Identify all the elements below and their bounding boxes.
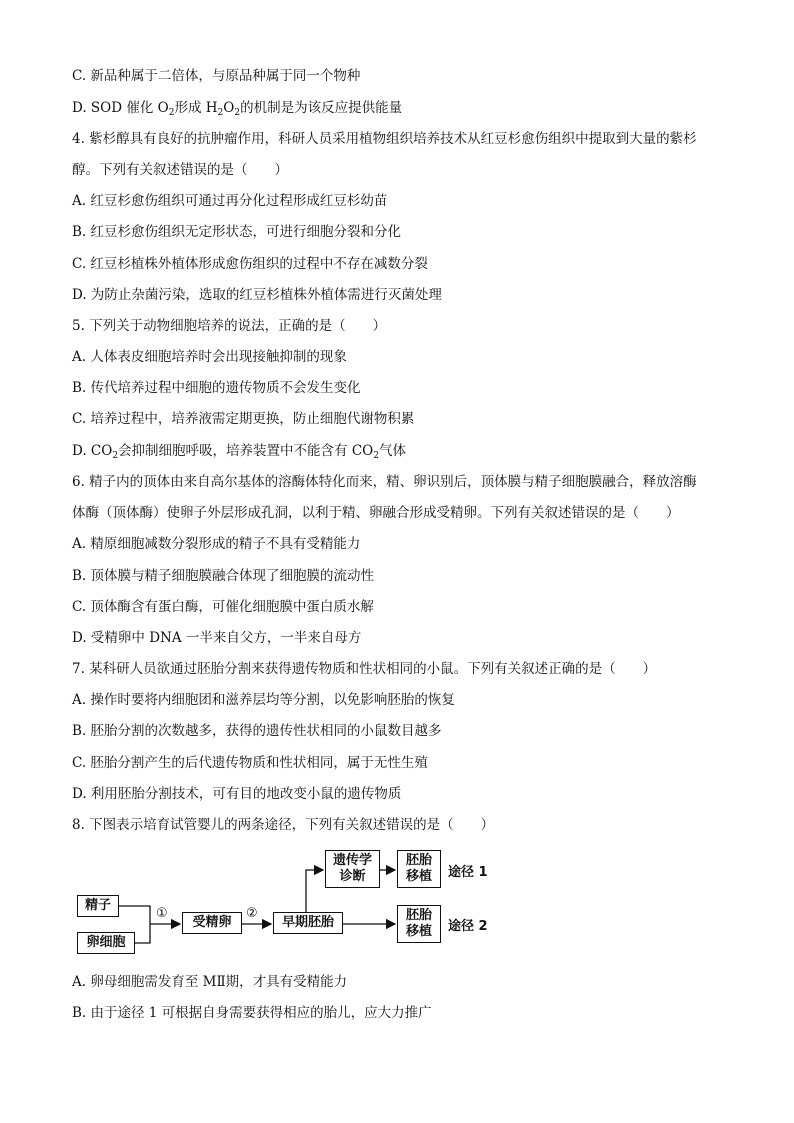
q8-option-a: A. 卵母细胞需发育至 MⅡ期，才具有受精能力 (72, 974, 348, 990)
q8-stem: 8. 下图表示培育试管婴儿的两条途径，下列有关叙述错误的是（ ） (72, 817, 495, 833)
q7-option-c: C. 胚胎分割产生的后代遗传物质和性状相同，属于无性生殖 (72, 755, 428, 771)
q6-stem-line2: 体酶（顶体酶）使卵子外层形成孔洞，以利于精、卵融合形成受精卵。下列有关叙述错误的是（ ） (72, 505, 680, 521)
embryo-transfer-box-1: 胚胎 移植 (397, 850, 441, 888)
zygote-box: 受精卵 (182, 912, 242, 934)
q3-option-c: C. 新品种属于二倍体，与原品种属于同一个物种 (72, 68, 361, 84)
q5-option-a: A. 人体表皮细胞培养时会出现接触抑制的现象 (72, 349, 347, 365)
route-2-label: 途径 2 (448, 919, 488, 934)
genetic-diagnosis-box: 遗传学 诊断 (325, 850, 380, 888)
q6-option-d: D. 受精卵中 DNA 一半来自父方，一半来自母方 (72, 630, 362, 646)
step-1-label: ① (156, 906, 168, 921)
embryo-transfer-box-2: 胚胎 移植 (397, 905, 441, 943)
ivf-route-diagram (70, 848, 530, 958)
egg-box: 卵细胞 (77, 932, 135, 954)
q6-option-a: A. 精原细胞减数分裂形成的精子不具有受精能力 (72, 536, 361, 552)
q5-option-d: D. $CO_2$会抑制细胞呼吸，培养装置中不能含有 $CO_2$气体 (72, 443, 406, 461)
q4-option-b: B. 红豆杉愈伤组织无定形状态，可进行细胞分裂和分化 (72, 224, 402, 240)
q3-option-d: D. SOD 催化 $O_2$形成 $H_2O_2$的机制是为该反应提供能量 (72, 100, 403, 118)
route-1-label: 途径 1 (448, 865, 488, 880)
early-embryo-box: 早期胚胎 (273, 912, 343, 934)
q7-option-b: B. 胚胎分割的次数越多，获得的遗传性状相同的小鼠数目越多 (72, 723, 442, 739)
q4-option-c: C. 红豆杉植株外植体形成愈伤组织的过程中不存在减数分裂 (72, 256, 428, 272)
q6-stem-line1: 6. 精子内的顶体由来自高尔基体的溶酶体特化而来，精、卵识别后，顶体膜与精子细胞膜融合，释放溶酶 (72, 474, 697, 490)
q7-option-a: A. 操作时要将内细胞团和滋养层均等分割，以免影响胚胎的恢复 (72, 692, 455, 708)
q8-option-b: B. 由于途径 1 可根据自身需要获得相应的胎儿，应大力推广 (72, 1005, 432, 1021)
q7-option-d: D. 利用胚胎分割技术，可有目的地改变小鼠的遗传物质 (72, 786, 402, 802)
q4-stem-line2: 醇。下列有关叙述错误的是（ ） (72, 162, 288, 178)
q4-option-a: A. 红豆杉愈伤组织可通过再分化过程形成红豆杉幼苗 (72, 193, 388, 209)
q5-stem: 5. 下列关于动物细胞培养的说法，正确的是（ ） (72, 318, 387, 334)
q6-option-c: C. 顶体酶含有蛋白酶，可催化细胞膜中蛋白质水解 (72, 599, 374, 615)
step-2-label: ② (246, 906, 258, 921)
q6-option-b: B. 顶体膜与精子细胞膜融合体现了细胞膜的流动性 (72, 568, 375, 584)
q5-option-c: C. 培养过程中，培养液需定期更换，防止细胞代谢物积累 (72, 411, 415, 427)
q5-option-b: B. 传代培养过程中细胞的遗传物质不会发生变化 (72, 380, 361, 396)
q4-option-d: D. 为防止杂菌污染，选取的红豆杉植株外植体需进行灭菌处理 (72, 287, 442, 303)
q7-stem: 7. 某科研人员欲通过胚胎分割来获得遗传物质和性状相同的小鼠。下列有关叙述正确的是（ ） (72, 661, 657, 677)
q4-stem-line1: 4. 紫杉醇具有良好的抗肿瘤作用，科研人员采用植物组织培养技术从红豆杉愈伤组织中提取到大量的紫杉 (72, 131, 697, 147)
sperm-box: 精子 (77, 895, 119, 917)
